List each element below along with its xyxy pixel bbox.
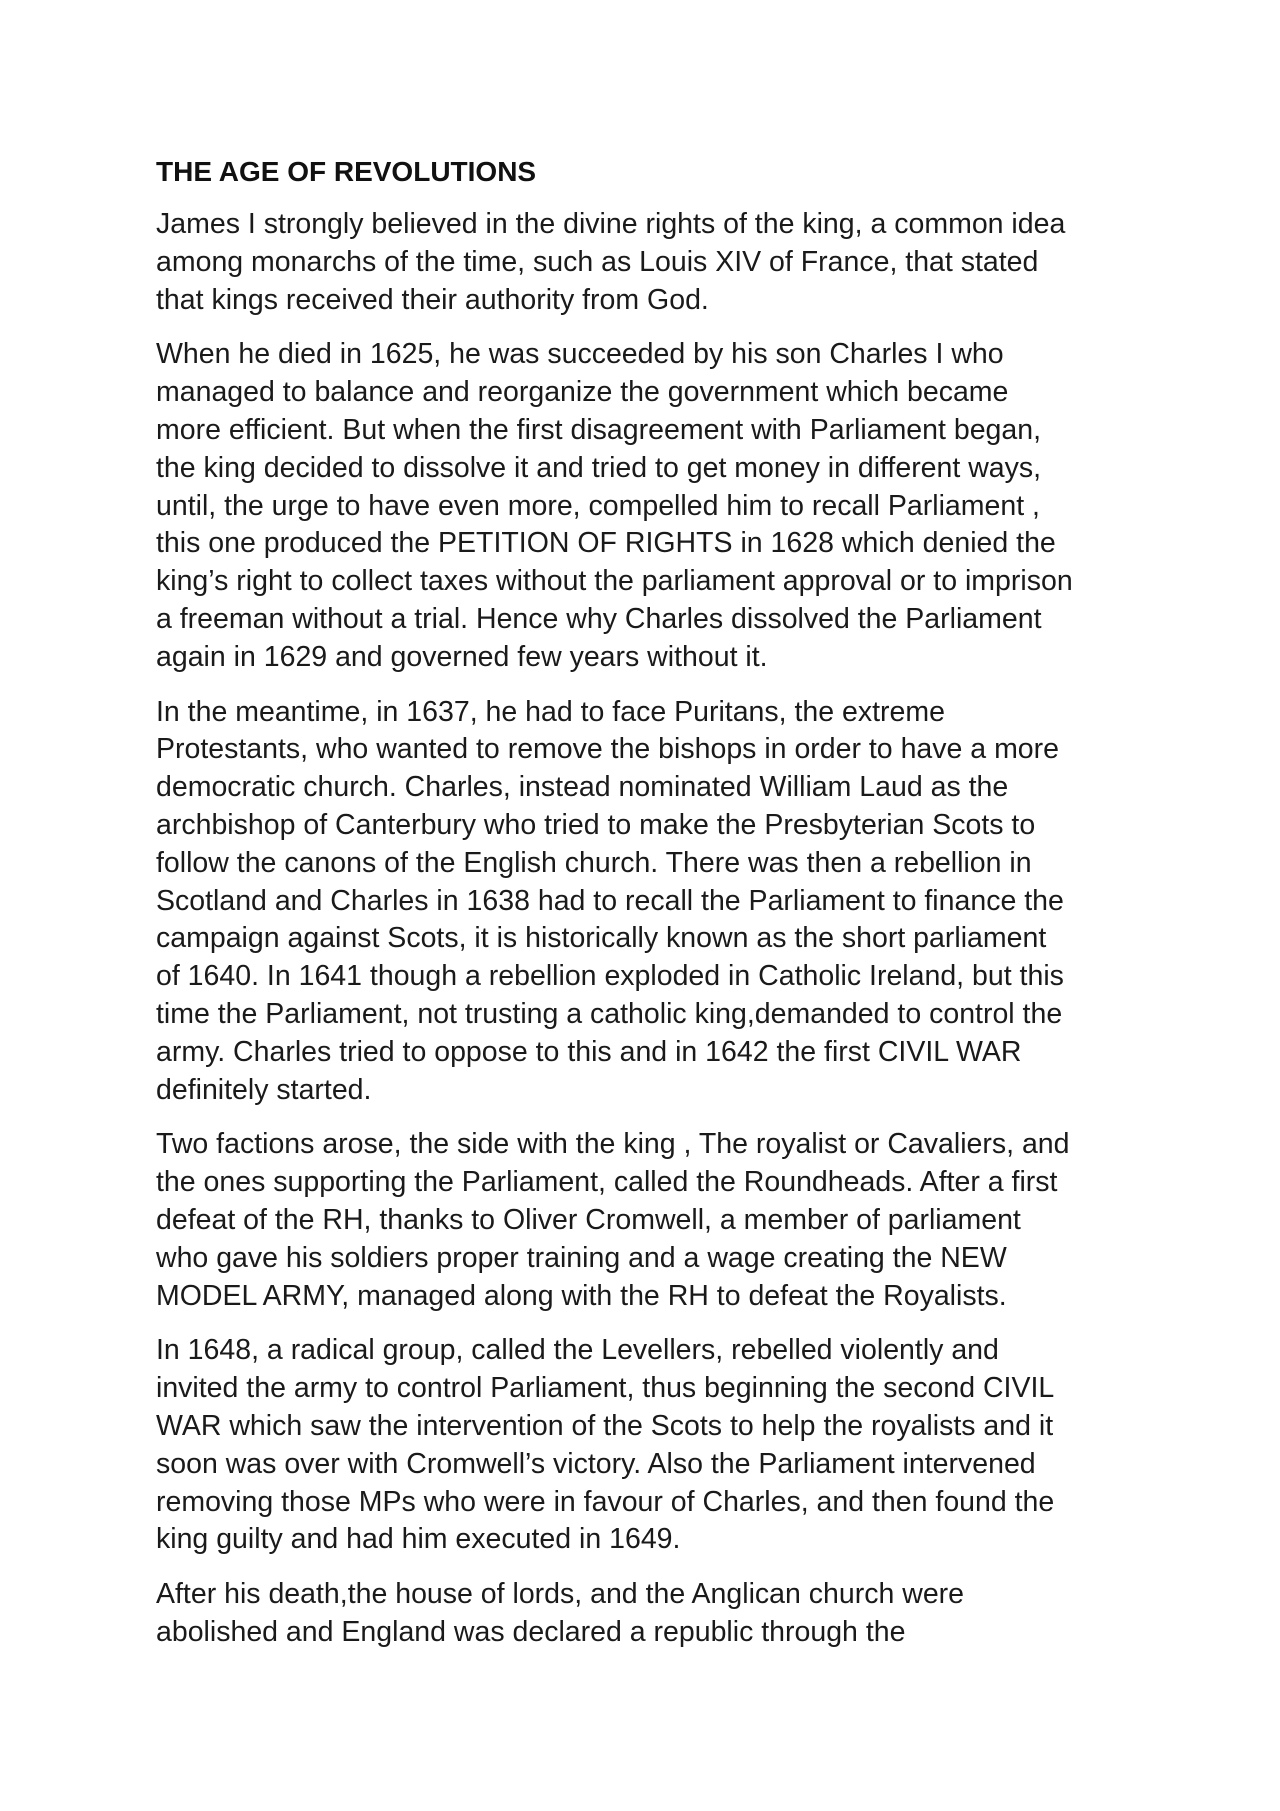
text-line: again in 1629 and governed few years without it. — [156, 640, 768, 673]
paragraph — [156, 206, 1146, 319]
text-line: Protestants, who wanted to remove the bishops in order to have a more — [156, 733, 1059, 766]
text-line: After his death,the house of lords, and the Anglican church were — [156, 1578, 965, 1611]
text-line: of 1640. In 1641 though a rebellion exploded in Catholic Ireland, but this — [156, 960, 1064, 993]
paragraph — [156, 336, 1146, 676]
text-line: managed to balance and reorganize the government which became — [156, 376, 1009, 409]
text-line: that kings received their authority from God. — [156, 283, 709, 316]
text-line: among monarchs of the time, such as Louis XIV of France, that stated — [156, 245, 1039, 278]
text-line: a freeman without a trial. Hence why Charles dissolved the Parliament — [156, 602, 1042, 635]
paragraph — [156, 1332, 1146, 1559]
text-line: this one produced the PETITION OF RIGHTS in 1628 which denied the — [156, 527, 1056, 560]
text-line: defeat of the RH, thanks to Oliver Cromwell, a member of parliament — [156, 1203, 1021, 1236]
text-line: WAR which saw the intervention of the Scots to help the royalists and it — [156, 1409, 1054, 1442]
text-line: James I strongly believed in the divine rights of the king, a common idea — [156, 208, 1066, 240]
text-line: archbishop of Canterbury who tried to make the Presbyterian Scots to — [156, 808, 1036, 841]
paragraph-list — [156, 206, 1146, 1652]
text-line: the ones supporting the Parliament, called the Roundheads. After a first — [156, 1166, 1058, 1199]
text-line: removing those MPs who were in favour of Charles, and then found the — [156, 1485, 1055, 1518]
text-line: the king decided to dissolve it and tried to get money in different ways, — [156, 451, 1042, 484]
paragraph — [156, 1576, 1146, 1652]
text-line: MODEL ARMY, managed along with the RH to defeat the Royalists. — [156, 1279, 1007, 1312]
text-line: army. Charles tried to oppose to this and in 1642 the first CIVIL WAR — [156, 1035, 1022, 1068]
text-line: who gave his soldiers proper training and a wage creating the NEW — [156, 1241, 1007, 1274]
text-line: invited the army to control Parliament, thus beginning the second CIVIL — [156, 1372, 1055, 1405]
text-line: campaign against Scots, it is historically known as the short parliament — [156, 922, 1047, 955]
text-line: abolished and England was declared a republic through the — [156, 1615, 906, 1648]
text-line: more efficient. But when the first disagreement with Parliament began, — [156, 413, 1042, 446]
text-line: definitely started. — [156, 1073, 372, 1106]
text-line: Scotland and Charles in 1638 had to recall the Parliament to finance the — [156, 884, 1064, 917]
text-line: king guilty and had him executed in 1649. — [156, 1523, 681, 1556]
text-line: king’s right to collect taxes without the parliament approval or to imprison — [156, 565, 1073, 598]
paragraph — [156, 1126, 1146, 1315]
text-line: soon was over with Cromwell’s victory. Also the Parliament intervened — [156, 1447, 1036, 1480]
text-line: follow the canons of the English church. There was then a rebellion in — [156, 846, 1032, 879]
paragraph — [156, 694, 1146, 1110]
document-body — [156, 154, 1146, 1669]
text-line: time the Parliament, not trusting a catholic king,demanded to control the — [156, 997, 1063, 1030]
text-line: In the meantime, in 1637, he had to face Puritans, the extreme — [156, 695, 945, 728]
text-line: In 1648, a radical group, called the Levellers, rebelled violently and — [156, 1334, 999, 1367]
text-line: democratic church. Charles, instead nominated William Laud as the — [156, 771, 1009, 804]
text-line: Two factions arose, the side with the king , The royalist or Cavaliers, and — [156, 1128, 1070, 1161]
document-title: THE AGE OF REVOLUTIONS — [156, 156, 537, 187]
text-line: When he died in 1625, he was succeeded by his son Charles I who — [156, 338, 1004, 371]
text-line: until, the urge to have even more, compelled him to recall Parliament , — [156, 489, 1040, 522]
